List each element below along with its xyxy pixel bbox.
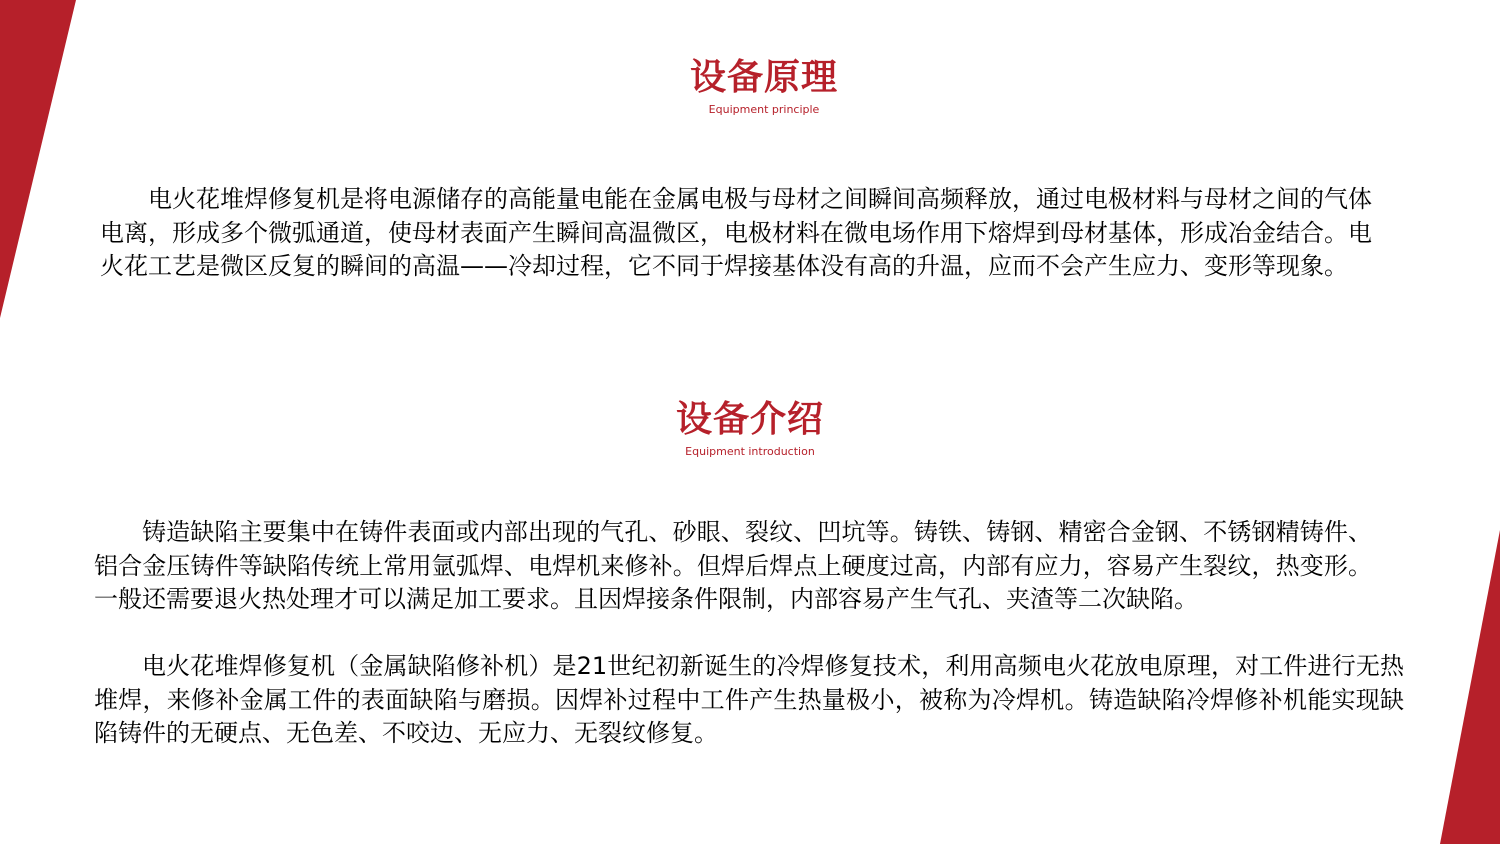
introduction-paragraph: 电火花堆焊修复机（金属缺陷修补机）是21世纪初新诞生的冷焊修复技术，利用高频电火花放电原理，对工件进行无热堆焊，来修补金属工件的表面缺陷与磨损。因焊补过程中工件产生热量极小，被称为冷焊机。铸造缺陷冷焊修补机能实现缺陷铸件的无硬点、无色差、不咬边、无应力、无裂纹修复。 <box>94 652 1404 747</box>
section-title-principle: 设备原理 <box>689 57 838 98</box>
left-red-stripe <box>0 0 76 318</box>
right-red-stripe <box>1440 530 1500 844</box>
section-subtitle-principle: Equipment principle <box>708 103 820 116</box>
section-title-introduction: 设备介绍 <box>675 399 824 440</box>
section-subtitle-introduction: Equipment introduction <box>685 445 815 458</box>
principle-paragraph: 电火花堆焊修复机是将电源储存的高能量电能在金属电极与母材之间瞬间高频释放，通过电极材料与母材之间的气体电离，形成多个微弧通道，使母材表面产生瞬间高温微区，电极材料在微电场作用下熔焊到母材基体，形成冶金结合。电火花工艺是微区反复的瞬间的高温——冷却过程，它不同于焊接基体没有高的升温，应而不会产生应力、变形等现象。 <box>100 185 1372 280</box>
introduction-paragraph: 铸造缺陷主要集中在铸件表面或内部出现的气孔、砂眼、裂纹、凹坑等。铸铁、铸钢、精密合金钢、不锈钢精铸件、铝合金压铸件等缺陷传统上常用氩弧焊、电焊机来修补。但焊后焊点上硬度过高，内部有应力，容易产生裂纹，热变形。一般还需要退火热处理才可以满足加工要求。且因焊接条件限制，内部容易产生气孔、夹渣等二次缺陷。 <box>94 518 1372 613</box>
